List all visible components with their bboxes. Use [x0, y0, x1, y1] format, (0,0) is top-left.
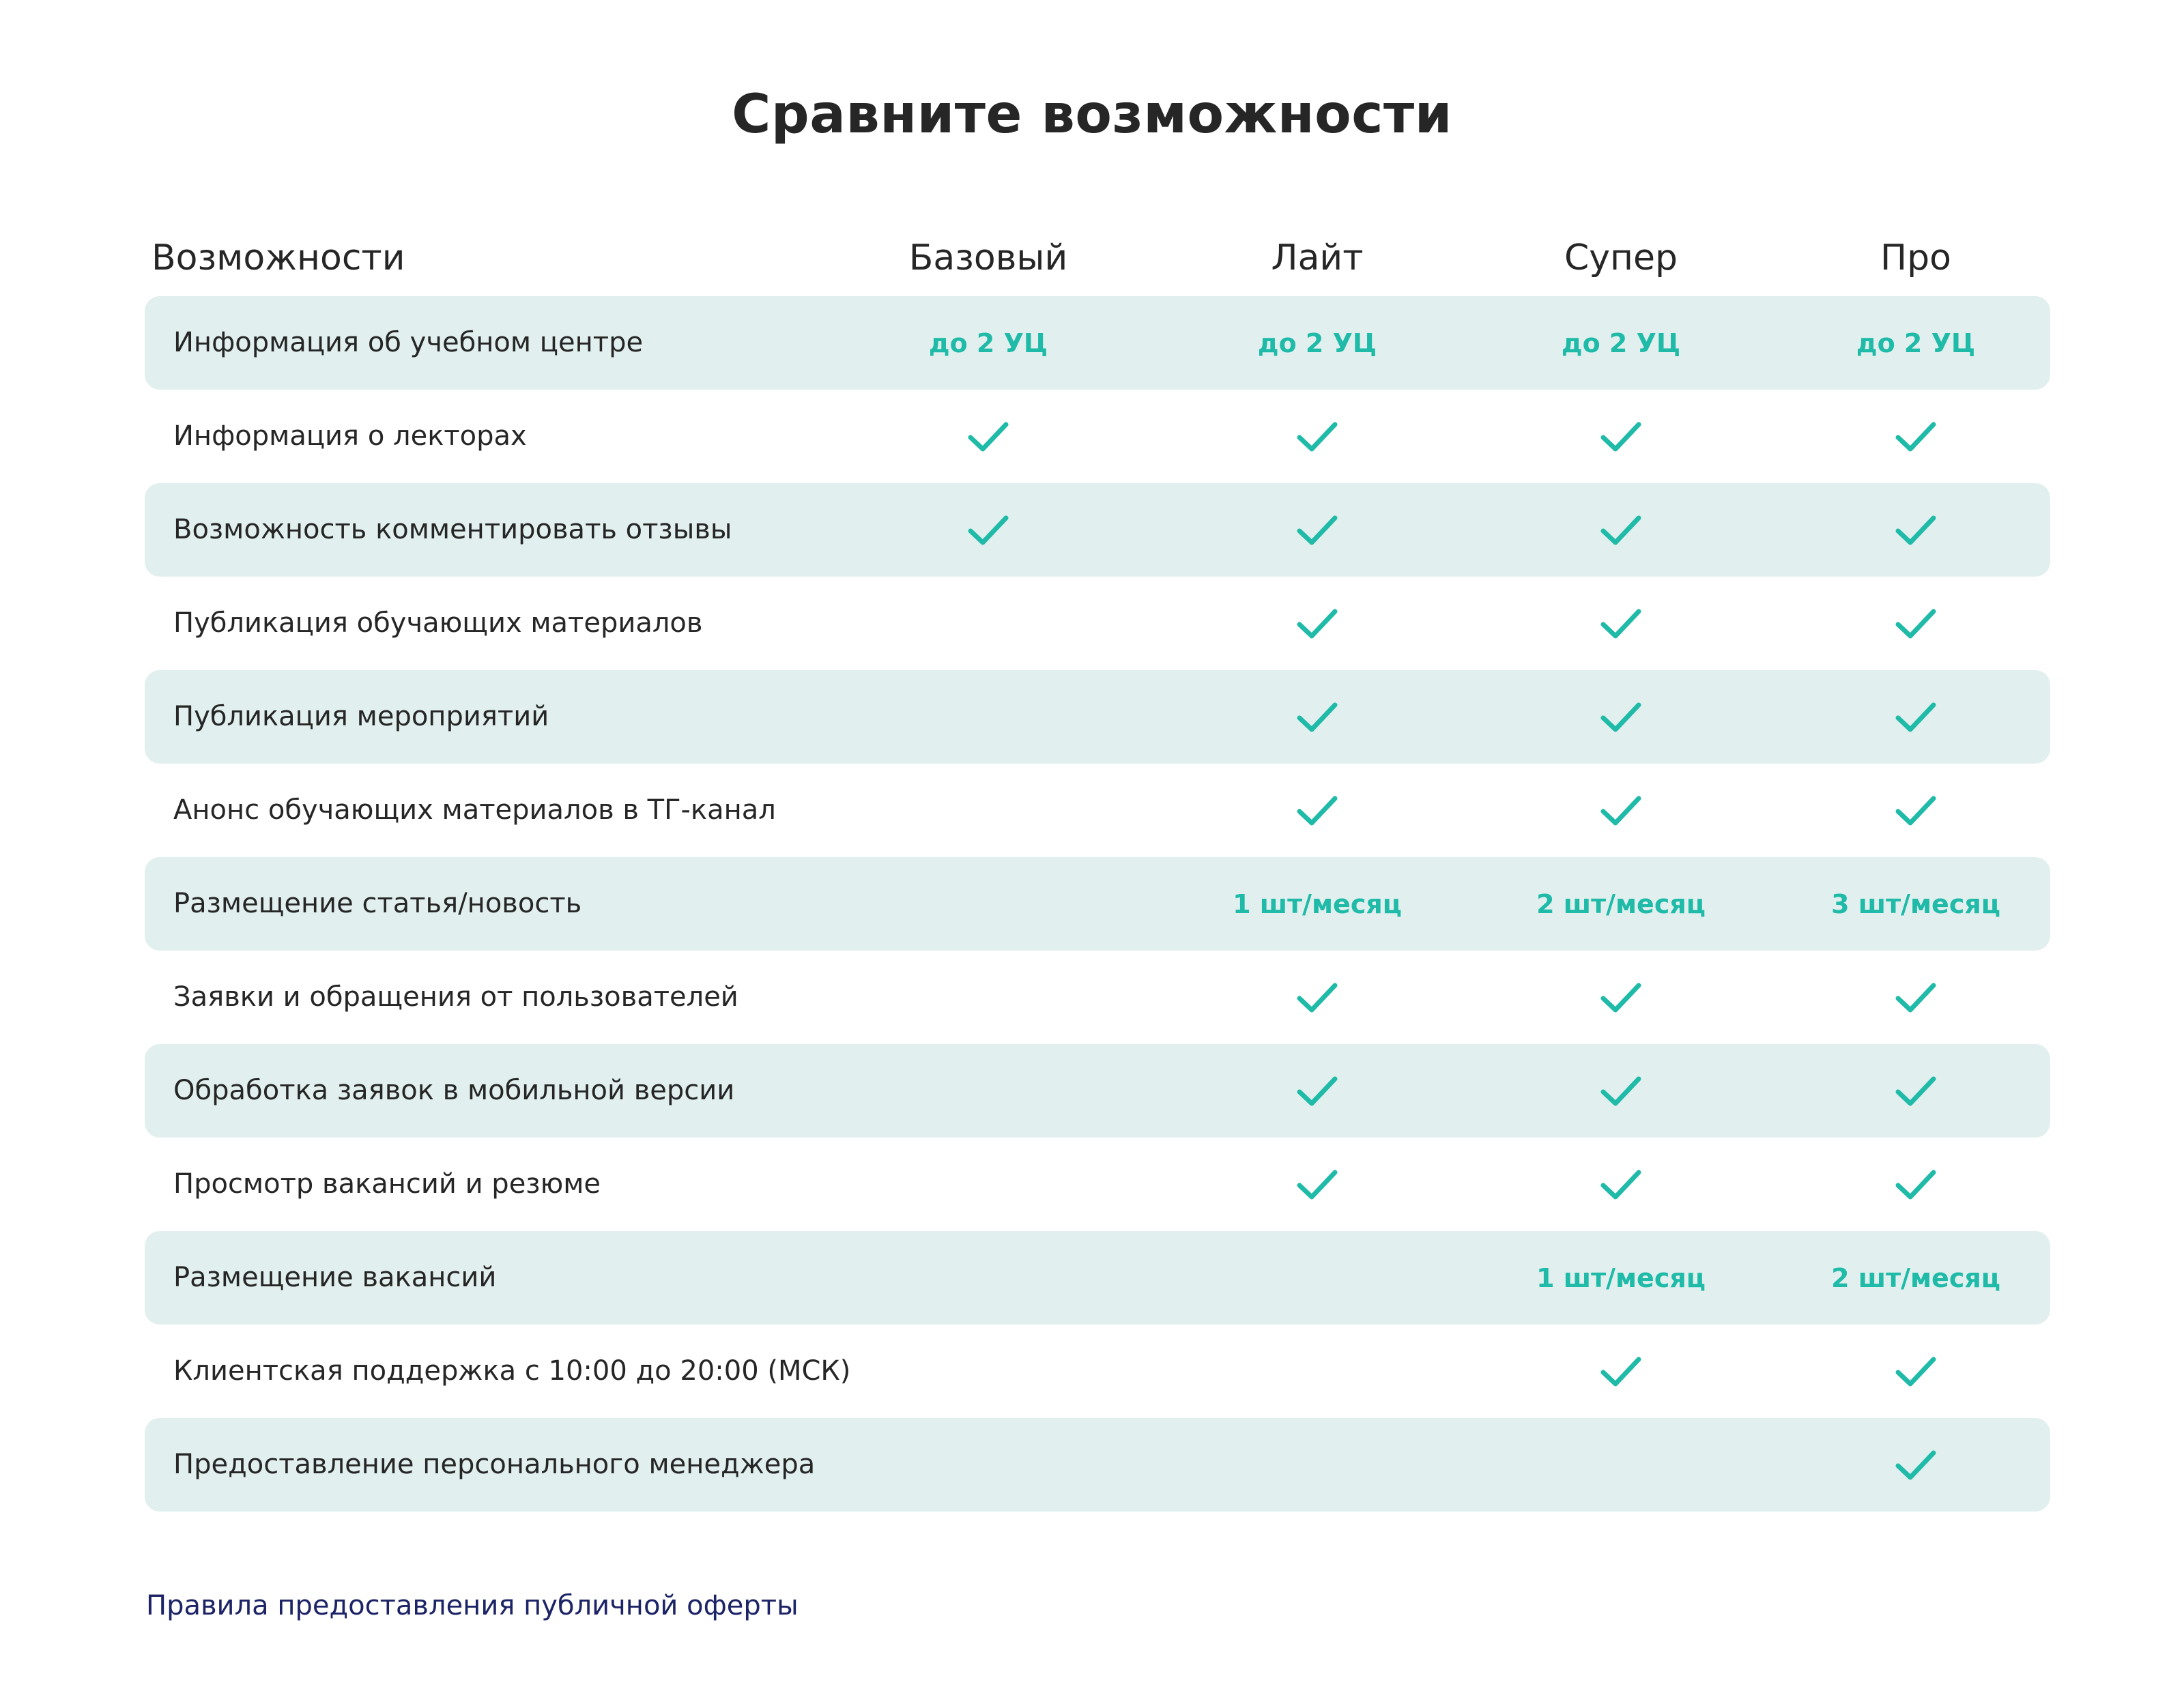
plan-value-pro — [1766, 577, 2066, 670]
plan-value-basic — [838, 764, 1138, 857]
table-header — [145, 220, 2050, 296]
value-text: 1 шт/месяц — [1233, 888, 1402, 919]
plan-value-pro — [1766, 857, 2066, 951]
check-icon — [1599, 1354, 1643, 1389]
plan-value-lite — [1167, 1138, 1467, 1231]
feature-label: Клиентская поддержка с 10:00 до 20:00 (МСК) — [173, 1355, 851, 1387]
comparison-table — [145, 220, 2050, 1512]
table-body — [145, 296, 2050, 1512]
check-icon — [1599, 606, 1643, 641]
feature-label: Анонс обучающих материалов в ТГ-канал — [173, 794, 776, 826]
check-icon — [1894, 1073, 1938, 1109]
feature-label: Возможность комментировать отзывы — [173, 514, 732, 545]
feature-label: Информация о лекторах — [173, 420, 527, 452]
feature-label: Обработка заявок в мобильной версии — [173, 1075, 735, 1106]
plan-value-super — [1471, 1138, 1771, 1231]
check-icon — [1599, 1073, 1643, 1109]
plan-value-basic — [838, 857, 1138, 951]
check-icon — [1599, 793, 1643, 828]
plan-value-super — [1471, 577, 1771, 670]
plan-value-basic — [838, 577, 1138, 670]
feature-label: Размещение вакансий — [173, 1262, 497, 1293]
plan-value-lite — [1167, 483, 1467, 577]
check-icon — [1894, 1167, 1938, 1202]
table-row — [145, 296, 2050, 390]
check-icon — [1599, 980, 1643, 1015]
check-icon — [1894, 512, 1938, 548]
plan-value-basic — [838, 483, 1138, 577]
plan-value-pro — [1766, 670, 2066, 764]
check-icon — [966, 512, 1010, 548]
plan-value-pro — [1766, 390, 2066, 483]
check-icon — [1295, 793, 1339, 828]
check-icon — [1894, 699, 1938, 735]
plan-value-basic — [838, 670, 1138, 764]
plan-value-lite — [1167, 951, 1467, 1044]
plan-value-basic — [838, 296, 1138, 390]
plan-value-lite — [1167, 857, 1467, 951]
check-icon — [1894, 980, 1938, 1015]
feature-label: Просмотр вакансий и резюме — [173, 1168, 601, 1200]
page-title: Сравните возможности — [732, 84, 1452, 145]
feature-label: Публикация мероприятий — [173, 701, 549, 732]
value-text: до 2 УЦ — [1561, 328, 1681, 358]
plan-value-lite — [1167, 764, 1467, 857]
plan-value-super — [1471, 764, 1771, 857]
value-text: 3 шт/месяц — [1831, 888, 2000, 919]
value-text: до 2 УЦ — [1257, 328, 1377, 358]
table-row — [145, 1044, 2050, 1138]
check-icon — [1599, 699, 1643, 735]
plan-value-basic — [838, 1325, 1138, 1418]
check-icon — [1295, 512, 1339, 548]
plan-value-lite — [1167, 296, 1467, 390]
value-text: до 2 УЦ — [1856, 328, 1976, 358]
table-row — [145, 577, 2050, 670]
plan-value-basic — [838, 1418, 1138, 1512]
check-icon — [1295, 419, 1339, 454]
plan-value-super — [1471, 670, 1771, 764]
plan-value-lite — [1167, 1231, 1467, 1325]
plan-value-basic — [838, 951, 1138, 1044]
plan-value-lite — [1167, 577, 1467, 670]
value-text: 2 шт/месяц — [1831, 1262, 2000, 1293]
check-icon — [1599, 1167, 1643, 1202]
plan-value-pro — [1766, 483, 2066, 577]
plan-value-pro — [1766, 764, 2066, 857]
table-row — [145, 390, 2050, 483]
plan-value-pro — [1766, 1231, 2066, 1325]
plan-header-basic: Базовый — [908, 237, 1068, 278]
check-icon — [1295, 606, 1339, 641]
plan-value-super — [1471, 483, 1771, 577]
table-row — [145, 483, 2050, 577]
plan-value-super — [1471, 390, 1771, 483]
check-icon — [1599, 419, 1643, 454]
plan-value-pro — [1766, 951, 2066, 1044]
plan-value-lite — [1167, 1418, 1467, 1512]
table-row — [145, 764, 2050, 857]
plan-value-pro — [1766, 1138, 2066, 1231]
feature-label: Предоставление персонального менеджера — [173, 1449, 816, 1480]
plan-value-super — [1471, 1418, 1771, 1512]
plan-value-super — [1471, 951, 1771, 1044]
table-row — [145, 1138, 2050, 1231]
plan-value-lite — [1167, 1325, 1467, 1418]
features-column-header: Возможности — [152, 237, 405, 278]
plan-value-super — [1471, 1044, 1771, 1138]
check-icon — [1894, 1447, 1938, 1483]
plan-value-lite — [1167, 390, 1467, 483]
plan-value-pro — [1766, 296, 2066, 390]
table-row — [145, 951, 2050, 1044]
feature-label: Размещение статья/новость — [173, 888, 582, 919]
plan-value-basic — [838, 1138, 1138, 1231]
plan-value-pro — [1766, 1325, 2066, 1418]
table-row — [145, 1418, 2050, 1512]
table-row — [145, 1325, 2050, 1418]
check-icon — [966, 419, 1010, 454]
feature-label: Заявки и обращения от пользователей — [173, 981, 738, 1013]
table-row — [145, 857, 2050, 951]
plan-header-pro: Про — [1880, 237, 1951, 278]
check-icon — [1599, 512, 1643, 548]
plan-header-super: Супер — [1564, 237, 1678, 278]
plan-value-pro — [1766, 1418, 2066, 1512]
plan-value-lite — [1167, 1044, 1467, 1138]
table-row — [145, 670, 2050, 764]
plan-value-super — [1471, 857, 1771, 951]
check-icon — [1894, 793, 1938, 828]
check-icon — [1894, 419, 1938, 454]
plan-value-basic — [838, 390, 1138, 483]
plan-value-pro — [1766, 1044, 2066, 1138]
check-icon — [1295, 980, 1339, 1015]
check-icon — [1295, 1073, 1339, 1109]
feature-label: Публикация обучающих материалов — [173, 607, 703, 639]
check-icon — [1295, 699, 1339, 735]
value-text: до 2 УЦ — [928, 328, 1048, 358]
plan-value-lite — [1167, 670, 1467, 764]
plan-header-lite: Лайт — [1271, 237, 1364, 278]
plan-value-basic — [838, 1231, 1138, 1325]
plan-value-super — [1471, 296, 1771, 390]
plan-value-super — [1471, 1231, 1771, 1325]
check-icon — [1295, 1167, 1339, 1202]
public-offer-link[interactable]: Правила предоставления публичной оферты — [146, 1590, 799, 1621]
check-icon — [1894, 606, 1938, 641]
check-icon — [1894, 1354, 1938, 1389]
value-text: 1 шт/месяц — [1536, 1262, 1706, 1293]
plan-value-super — [1471, 1325, 1771, 1418]
value-text: 2 шт/месяц — [1536, 888, 1706, 919]
feature-label: Информация об учебном центре — [173, 327, 644, 358]
table-row — [145, 1231, 2050, 1325]
plan-value-basic — [838, 1044, 1138, 1138]
